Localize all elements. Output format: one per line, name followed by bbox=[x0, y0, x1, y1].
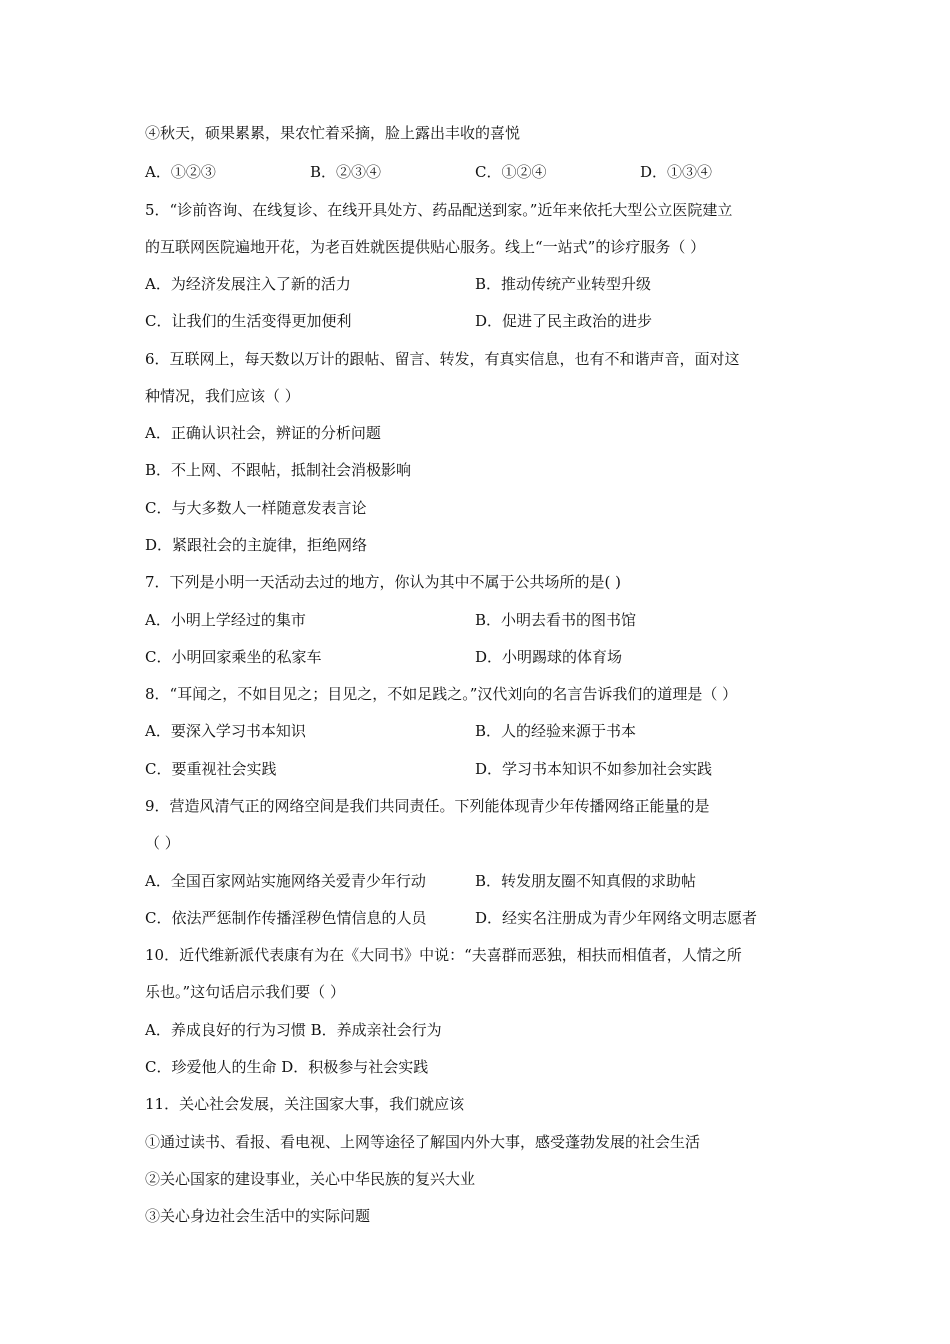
q4-item-4: ④秋天，硕果累累，果农忙着采摘，脸上露出丰收的喜悦 bbox=[145, 124, 521, 142]
q8-stem: 8．“耳闻之，不如目见之；目见之，不如足践之。”汉代刘向的名言告诉我们的道理是（ ） bbox=[145, 685, 738, 703]
q5-option-a: A．为经济发展注入了新的活力 bbox=[145, 275, 351, 293]
q5-option-b: B．推动传统产业转型升级 bbox=[475, 275, 652, 293]
q10-options-line-1: A．养成良好的行为习惯 B．养成亲社会行为 bbox=[145, 1021, 442, 1039]
q4-option-a: A．①②③ bbox=[145, 163, 216, 181]
q11-item-3: ③关心身边社会生活中的实际问题 bbox=[145, 1207, 371, 1225]
q11-item-1: ①通过读书、看报、看电视、上网等途径了解国内外大事，感受蓬勃发展的社会生活 bbox=[145, 1133, 701, 1151]
q6-option-c: C．与大多数人一样随意发表言论 bbox=[145, 499, 367, 517]
q7-option-a: A．小明上学经过的集市 bbox=[145, 611, 306, 629]
q5-stem-line-1: 5．“诊前咨询、在线复诊、在线开具处方、药品配送到家。”近年来依托大型公立医院建立 bbox=[145, 201, 733, 219]
q5-option-c: C．让我们的生活变得更加便利 bbox=[145, 312, 352, 330]
q7-option-b: B．小明去看书的图书馆 bbox=[475, 611, 637, 629]
q4-option-d: D．①③④ bbox=[640, 163, 713, 181]
q9-option-a: A．全国百家网站实施网络关爱青少年行动 bbox=[145, 872, 426, 890]
q8-option-d: D．学习书本知识不如参加社会实践 bbox=[475, 760, 713, 778]
q5-option-d: D．促进了民主政治的进步 bbox=[475, 312, 653, 330]
q9-stem-line-2: （ ） bbox=[145, 834, 180, 852]
q4-option-b: B．②③④ bbox=[310, 163, 382, 181]
q6-stem-line-1: 6．互联网上，每天数以万计的跟帖、留言、转发，有真实信息，也有不和谐声音，面对这 bbox=[145, 350, 740, 368]
q9-option-b: B．转发朋友圈不知真假的求助帖 bbox=[475, 872, 697, 890]
q8-option-c: C．要重视社会实践 bbox=[145, 760, 277, 778]
q9-option-d: D．经实名注册成为青少年网络文明志愿者 bbox=[475, 909, 758, 927]
q8-option-b: B．人的经验来源于书本 bbox=[475, 722, 637, 740]
q10-stem-line-1: 10．近代维新派代表康有为在《大同书》中说：“夫喜群而恶独，相扶而相值者，人情之所 bbox=[145, 946, 742, 964]
q5-stem-line-2: 的互联网医院遍地开花，为老百姓就医提供贴心服务。线上“一站式”的诊疗服务（ ） bbox=[145, 238, 706, 256]
q6-stem-line-2: 种情况，我们应该（ ） bbox=[145, 387, 300, 405]
q6-option-b: B．不上网、不跟帖，抵制社会消极影响 bbox=[145, 461, 412, 479]
q9-option-c: C．依法严惩制作传播淫秽色情信息的人员 bbox=[145, 909, 427, 927]
q7-option-c: C．小明回家乘坐的私家车 bbox=[145, 648, 322, 666]
q10-stem-line-2: 乐也。”这句话启示我们要（ ） bbox=[145, 983, 345, 1001]
q11-stem: 11．关心社会发展，关注国家大事，我们就应该 bbox=[145, 1095, 465, 1113]
q6-option-a: A．正确认识社会，辨证的分析问题 bbox=[145, 424, 381, 442]
q9-stem-line-1: 9．营造风清气正的网络空间是我们共同责任。下列能体现青少年传播网络正能量的是 bbox=[145, 797, 710, 815]
q11-item-2: ②关心国家的建设事业，关心中华民族的复兴大业 bbox=[145, 1170, 476, 1188]
q10-options-line-2: C．珍爱他人的生命 D．积极参与社会实践 bbox=[145, 1058, 429, 1076]
q8-option-a: A．要深入学习书本知识 bbox=[145, 722, 306, 740]
q7-stem: 7．下列是小明一天活动去过的地方，你认为其中不属于公共场所的是( ) bbox=[145, 573, 622, 591]
q6-option-d: D．紧跟社会的主旋律，拒绝网络 bbox=[145, 536, 368, 554]
q7-option-d: D．小明踢球的体育场 bbox=[475, 648, 623, 666]
q4-option-c: C．①②④ bbox=[475, 163, 547, 181]
